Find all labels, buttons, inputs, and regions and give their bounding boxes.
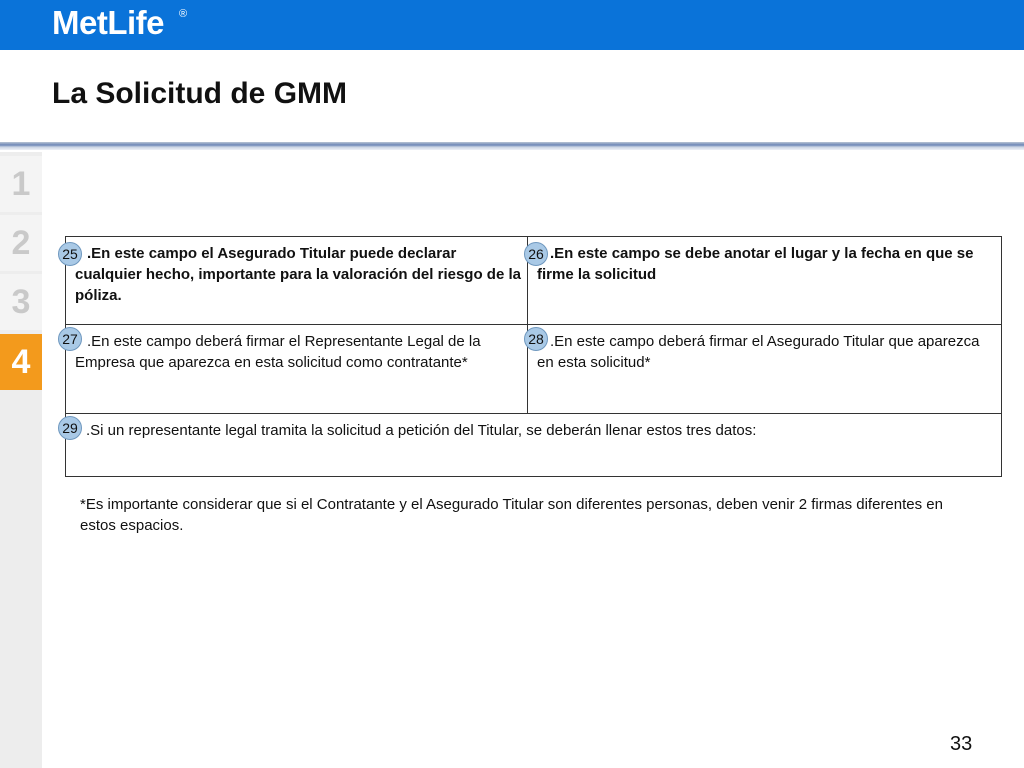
fields-table bbox=[65, 236, 1002, 477]
header-bar bbox=[0, 0, 1024, 50]
field-27-description: .En este campo deberá firmar el Representante Legal de la Empresa que aparezca en esta solicitud como contratante* bbox=[75, 333, 481, 371]
badge-26: 26 bbox=[524, 242, 548, 266]
step-1: 1 bbox=[0, 156, 42, 212]
field-25-cell bbox=[66, 237, 528, 325]
title-divider bbox=[0, 142, 1024, 150]
badge-28: 28 bbox=[524, 327, 548, 351]
field-25-description: .En este campo el Asegurado Titular puede declarar cualquier hecho, importante para la valoración del riesgo de la póliza. bbox=[75, 245, 521, 304]
page-title: La Solicitud de GMM bbox=[52, 77, 348, 110]
badge-25: 25 bbox=[58, 242, 82, 266]
field-26-cell bbox=[528, 237, 1001, 325]
field-28-cell bbox=[528, 325, 1001, 414]
field-26-description: .En este campo se debe anotar el lugar y la fecha en que se firme la solicitud bbox=[537, 245, 974, 283]
step-4-active: 4 bbox=[0, 334, 42, 390]
page-number: 33 bbox=[950, 733, 973, 755]
badge-29: 29 bbox=[58, 416, 82, 440]
field-28-description: .En este campo deberá firmar el Asegurado Titular que aparezca en esta solicitud* bbox=[537, 333, 980, 371]
field-29-cell bbox=[66, 414, 1001, 476]
field-27-cell bbox=[66, 325, 528, 414]
badge-27: 27 bbox=[58, 327, 82, 351]
field-29-description: .Si un representante legal tramita la solicitud a petición del Titular, se deberán llenar estos tres datos: bbox=[86, 422, 757, 439]
step-2: 2 bbox=[0, 215, 42, 271]
step-3: 3 bbox=[0, 274, 42, 330]
metlife-logo: MetLife bbox=[52, 4, 164, 41]
footnote: *Es importante considerar que si el Contratante y el Asegurado Titular son diferentes personas, deben venir 2 firmas diferentes en estos espacios. bbox=[80, 496, 943, 534]
registered-mark: ® bbox=[179, 8, 188, 20]
